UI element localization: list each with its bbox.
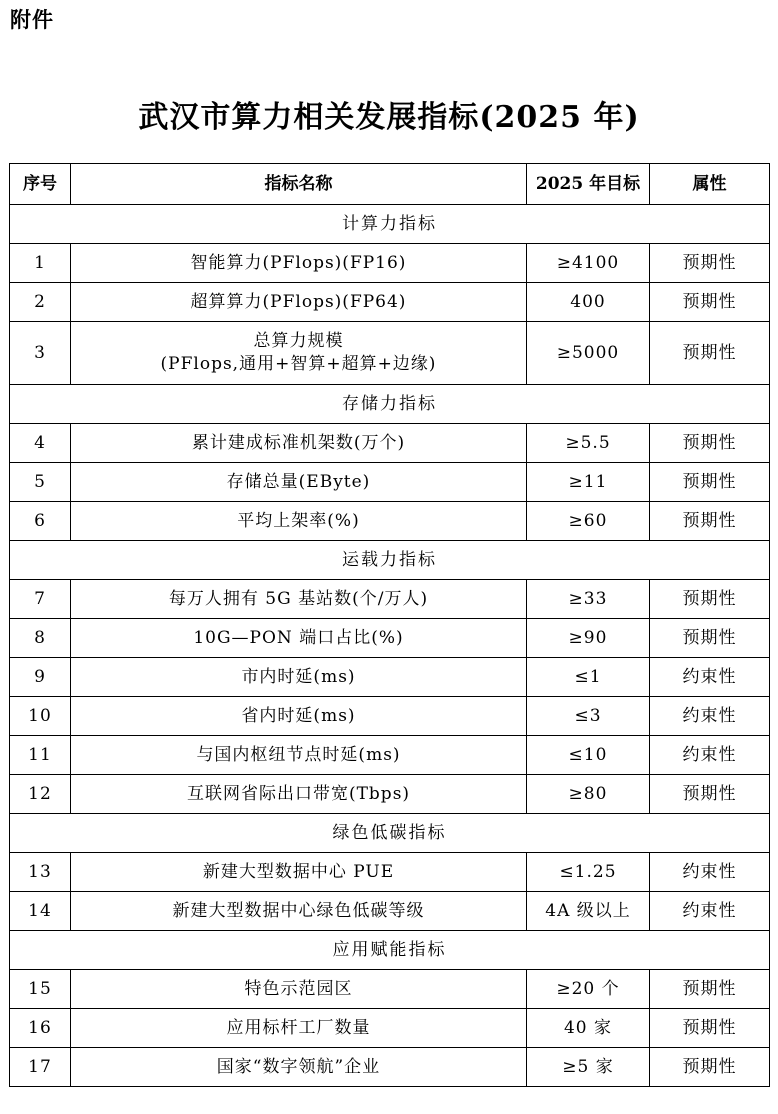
table-row	[10, 1048, 770, 1087]
table-row	[10, 580, 770, 619]
target-2025: 40 家	[527, 1009, 650, 1048]
indicator-attribute: 预期性	[650, 502, 770, 541]
target-2025: ≥5000	[527, 322, 650, 385]
indicator-attribute: 预期性	[650, 970, 770, 1009]
row-number: 16	[10, 1009, 71, 1048]
target-2025: 400	[527, 283, 650, 322]
column-header-attribute: 属性	[650, 164, 770, 205]
section-row	[10, 541, 770, 580]
row-number: 1	[10, 244, 71, 283]
table-row	[10, 697, 770, 736]
row-number: 2	[10, 283, 71, 322]
indicator-attribute: 预期性	[650, 463, 770, 502]
indicator-name-line: 总算力规模	[253, 331, 344, 351]
table-row	[10, 502, 770, 541]
section-title: 运载力指标	[10, 541, 770, 580]
section-row	[10, 385, 770, 424]
row-number: 17	[10, 1048, 71, 1087]
indicator-name-line: 省内时延(ms)	[241, 705, 356, 726]
indicator-name-line: 平均上架率(%)	[237, 510, 360, 531]
row-number: 13	[10, 853, 71, 892]
section-title: 绿色低碳指标	[10, 814, 770, 853]
target-2025: ≤1.25	[527, 853, 650, 892]
row-number: 7	[10, 580, 71, 619]
indicator-name	[71, 892, 527, 931]
target-2025: ≤3	[527, 697, 650, 736]
target-2025: ≥20 个	[527, 970, 650, 1009]
target-2025: ≤1	[527, 658, 650, 697]
indicator-name-line: 特色示范园区	[244, 978, 353, 999]
row-number: 9	[10, 658, 71, 697]
indicator-name-line: 智能算力(PFlops)(FP16)	[190, 252, 407, 273]
indicator-name-line: 超算算力(PFlops)(FP64)	[190, 291, 407, 312]
indicator-name-line: 新建大型数据中心 PUE	[202, 861, 395, 882]
indicator-name-line: 国家“数字领航”企业	[216, 1056, 381, 1077]
column-header-target: 2025 年目标	[527, 164, 650, 205]
row-number: 3	[10, 322, 71, 385]
indicator-name	[71, 658, 527, 697]
column-header-no: 序号	[10, 164, 71, 205]
table-row	[10, 892, 770, 931]
table-row	[10, 1009, 770, 1048]
indicator-attribute: 预期性	[650, 619, 770, 658]
table-row	[10, 853, 770, 892]
table-row	[10, 658, 770, 697]
table-row	[10, 244, 770, 283]
attachment-label: 附件	[10, 8, 54, 32]
indicator-name	[71, 775, 527, 814]
indicator-attribute: 预期性	[650, 424, 770, 463]
target-2025: ≤10	[527, 736, 650, 775]
row-number: 10	[10, 697, 71, 736]
table-row	[10, 775, 770, 814]
target-2025: 4A 级以上	[527, 892, 650, 931]
indicator-name	[71, 502, 527, 541]
indicator-name	[71, 736, 527, 775]
indicator-attribute: 预期性	[650, 775, 770, 814]
section-title: 应用赋能指标	[10, 931, 770, 970]
indicator-name	[71, 970, 527, 1009]
row-number: 11	[10, 736, 71, 775]
table-row	[10, 424, 770, 463]
indicator-attribute: 约束性	[650, 853, 770, 892]
section-row	[10, 931, 770, 970]
target-2025: ≥90	[527, 619, 650, 658]
row-number: 5	[10, 463, 71, 502]
section-row	[10, 205, 770, 244]
indicator-name	[71, 283, 527, 322]
indicator-name	[71, 580, 527, 619]
table-row	[10, 970, 770, 1009]
indicator-name	[71, 1009, 527, 1048]
indicator-name	[71, 619, 527, 658]
indicator-attribute: 预期性	[650, 322, 770, 385]
indicator-name-line: 存储总量(EByte)	[226, 471, 371, 492]
indicator-name	[71, 1048, 527, 1087]
indicator-name-line: 应用标杆工厂数量	[226, 1017, 371, 1038]
indicator-name-line: 与国内枢纽节点时延(ms)	[196, 744, 401, 765]
row-number: 6	[10, 502, 71, 541]
table-row	[10, 283, 770, 322]
indicator-name	[71, 424, 527, 463]
section-title: 计算力指标	[10, 205, 770, 244]
row-number: 8	[10, 619, 71, 658]
indicator-name	[71, 697, 527, 736]
column-header-name: 指标名称	[71, 164, 527, 205]
indicator-name-line: 每万人拥有 5G 基站数(个/万人)	[168, 588, 429, 609]
indicator-attribute: 预期性	[650, 283, 770, 322]
indicator-attribute: 预期性	[650, 1009, 770, 1048]
indicator-name-line: 互联网省际出口带宽(Tbps)	[186, 783, 411, 804]
indicator-attribute: 预期性	[650, 1048, 770, 1087]
row-number: 14	[10, 892, 71, 931]
row-number: 15	[10, 970, 71, 1009]
indicator-name-line: 10G—PON 端口占比(%)	[193, 627, 404, 648]
target-2025: ≥4100	[527, 244, 650, 283]
indicator-name	[71, 853, 527, 892]
indicator-name	[71, 322, 527, 385]
table-row	[10, 736, 770, 775]
target-2025: ≥80	[527, 775, 650, 814]
section-title: 存储力指标	[10, 385, 770, 424]
row-number: 12	[10, 775, 71, 814]
indicator-name-line: (PFlops,通用+智算+超算+边缘)	[160, 354, 437, 374]
table-body	[10, 205, 770, 1087]
indicator-attribute: 约束性	[650, 697, 770, 736]
table-row	[10, 463, 770, 502]
indicator-table	[9, 163, 770, 1087]
target-2025: ≥5 家	[527, 1048, 650, 1087]
table-row	[10, 322, 770, 385]
indicator-attribute: 约束性	[650, 736, 770, 775]
indicator-name	[71, 244, 527, 283]
table-header-row	[10, 164, 770, 205]
indicator-attribute: 预期性	[650, 580, 770, 619]
target-2025: ≥5.5	[527, 424, 650, 463]
table-row	[10, 619, 770, 658]
indicator-name-line: 市内时延(ms)	[241, 666, 356, 687]
section-row	[10, 814, 770, 853]
page-title: 武汉市算力相关发展指标(2025 年)	[138, 100, 640, 135]
target-2025: ≥11	[527, 463, 650, 502]
row-number: 4	[10, 424, 71, 463]
target-2025: ≥60	[527, 502, 650, 541]
indicator-attribute: 预期性	[650, 244, 770, 283]
indicator-attribute: 约束性	[650, 892, 770, 931]
indicator-name	[71, 463, 527, 502]
indicator-name-line: 新建大型数据中心绿色低碳等级	[172, 900, 425, 921]
indicator-name-line: 累计建成标准机架数(万个)	[191, 432, 406, 453]
target-2025: ≥33	[527, 580, 650, 619]
indicator-attribute: 约束性	[650, 658, 770, 697]
